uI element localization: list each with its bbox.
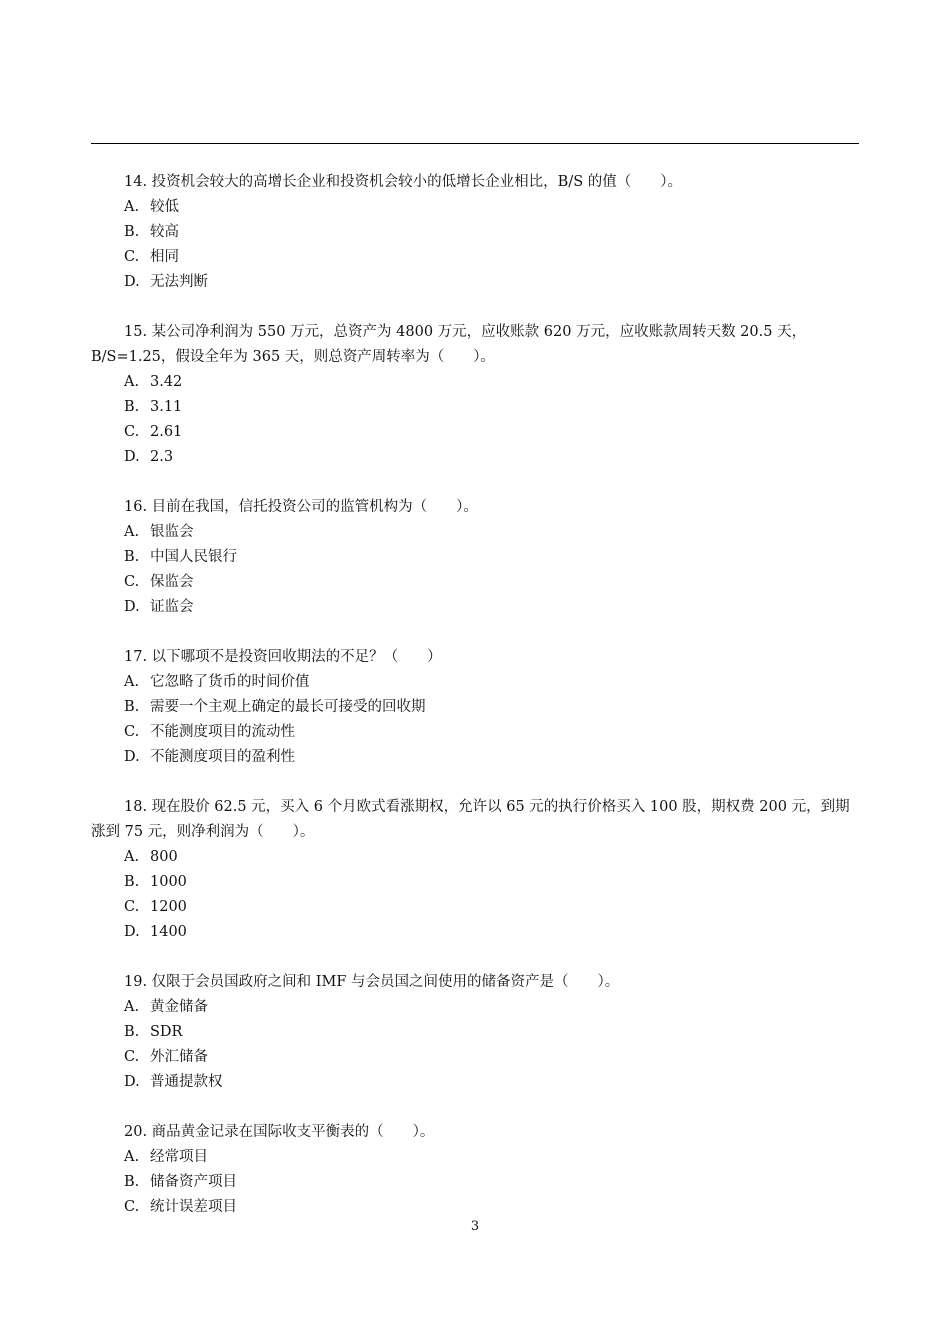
option-list [91, 520, 859, 620]
question-19 [91, 970, 859, 1095]
option-text: 800 [150, 849, 178, 865]
option-list [91, 195, 859, 295]
question-text: 19. 仅限于会员国政府之间和 IMF 与会员国之间使用的储备资产是（ ）。 [124, 974, 620, 990]
option-text: 1200 [150, 899, 187, 915]
question-text: 15. 某公司净利润为 550 万元，总资产为 4800 万元，应收账款 620 万元，应收账款周转天数 20.5 天，B/S=1.25，假设全年为 365 天，则总资产周转率为（ ）。 [91, 324, 807, 365]
option-letter: A. [124, 199, 140, 215]
option-text: 无法判断 [150, 274, 208, 290]
option-list [91, 370, 859, 470]
option-letter: A. [124, 999, 140, 1015]
option-text: 3.11 [150, 399, 183, 415]
option-letter: B. [124, 1024, 140, 1040]
option-text: 较低 [150, 199, 179, 215]
option-letter: D. [124, 924, 140, 940]
option-c [91, 245, 859, 270]
option-text: 银监会 [150, 524, 194, 540]
option-b [91, 1020, 859, 1045]
option-text: 相同 [150, 249, 179, 265]
option-letter: D. [124, 749, 140, 765]
option-a [91, 195, 859, 220]
option-letter: C. [124, 574, 140, 590]
option-letter: A. [124, 374, 140, 390]
option-a [91, 520, 859, 545]
option-text: 较高 [150, 224, 179, 240]
option-text: 2.61 [150, 424, 183, 440]
option-b [91, 220, 859, 245]
option-text: 2.3 [150, 449, 174, 465]
question-text: 17. 以下哪项不是投资回收期法的不足？（ ） [124, 649, 442, 665]
option-text: 普通提款权 [150, 1074, 223, 1090]
question-text: 20. 商品黄金记录在国际收支平衡表的（ ）。 [124, 1124, 435, 1140]
option-letter: A. [124, 674, 140, 690]
question-text: 16. 目前在我国，信托投资公司的监管机构为（ ）。 [124, 499, 478, 515]
option-b [91, 1170, 859, 1195]
question-text: 18. 现在股价 62.5 元，买入 6 个月欧式看涨期权，允许以 65 元的执行价格买入 100 股，期权费 200 元，到期涨到 75 元，则净利润为（ ）。 [91, 799, 850, 840]
option-c [91, 1045, 859, 1070]
question-list [91, 170, 859, 1245]
option-letter: C. [124, 724, 140, 740]
question-18 [91, 795, 859, 945]
option-text: 需要一个主观上确定的最长可接受的回收期 [150, 699, 426, 715]
question-20 [91, 1120, 859, 1220]
question-14 [91, 170, 859, 295]
option-letter: A. [124, 849, 140, 865]
option-a [91, 370, 859, 395]
option-letter: A. [124, 524, 140, 540]
option-d [91, 745, 859, 770]
option-text: 统计误差项目 [150, 1199, 237, 1215]
option-text: 1000 [150, 874, 187, 890]
option-text: 不能测度项目的流动性 [150, 724, 295, 740]
option-text: 证监会 [150, 599, 194, 615]
option-d [91, 445, 859, 470]
option-list [91, 670, 859, 770]
option-text: 黄金储备 [150, 999, 208, 1015]
page-number: 3 [470, 1219, 480, 1234]
option-c [91, 895, 859, 920]
option-b [91, 545, 859, 570]
option-c [91, 570, 859, 595]
header-rule [91, 143, 859, 144]
option-b [91, 870, 859, 895]
option-text: 经常项目 [150, 1149, 208, 1165]
option-letter: D. [124, 274, 140, 290]
option-letter: B. [124, 549, 140, 565]
option-list [91, 845, 859, 945]
option-text: 它忽略了货币的时间价值 [150, 674, 310, 690]
option-letter: D. [124, 1074, 140, 1090]
option-letter: C. [124, 424, 140, 440]
option-letter: D. [124, 449, 140, 465]
option-text: 储备资产项目 [150, 1174, 237, 1190]
option-letter: C. [124, 1049, 140, 1065]
option-letter: B. [124, 1174, 140, 1190]
option-list [91, 1145, 859, 1220]
option-b [91, 695, 859, 720]
option-letter: C. [124, 1199, 140, 1215]
question-16 [91, 495, 859, 620]
option-text: 不能测度项目的盈利性 [150, 749, 295, 765]
question-text: 14. 投资机会较大的高增长企业和投资机会较小的低增长企业相比，B/S 的值（ ）。 [124, 174, 682, 190]
option-letter: B. [124, 224, 140, 240]
option-letter: B. [124, 399, 140, 415]
option-text: SDR [150, 1024, 183, 1040]
option-a [91, 995, 859, 1020]
option-a [91, 670, 859, 695]
option-c [91, 420, 859, 445]
option-letter: D. [124, 599, 140, 615]
option-text: 3.42 [150, 374, 183, 390]
question-17 [91, 645, 859, 770]
option-text: 中国人民银行 [150, 549, 237, 565]
option-c [91, 1195, 859, 1220]
option-a [91, 845, 859, 870]
option-letter: C. [124, 249, 140, 265]
option-letter: B. [124, 874, 140, 890]
option-letter: A. [124, 1149, 140, 1165]
option-d [91, 270, 859, 295]
option-d [91, 595, 859, 620]
option-d [91, 1070, 859, 1095]
option-a [91, 1145, 859, 1170]
question-15 [91, 320, 859, 470]
option-d [91, 920, 859, 945]
option-c [91, 720, 859, 745]
option-letter: C. [124, 899, 140, 915]
option-text: 1400 [150, 924, 187, 940]
option-text: 保监会 [150, 574, 194, 590]
option-text: 外汇储备 [150, 1049, 208, 1065]
option-list [91, 995, 859, 1095]
option-letter: B. [124, 699, 140, 715]
option-b [91, 395, 859, 420]
